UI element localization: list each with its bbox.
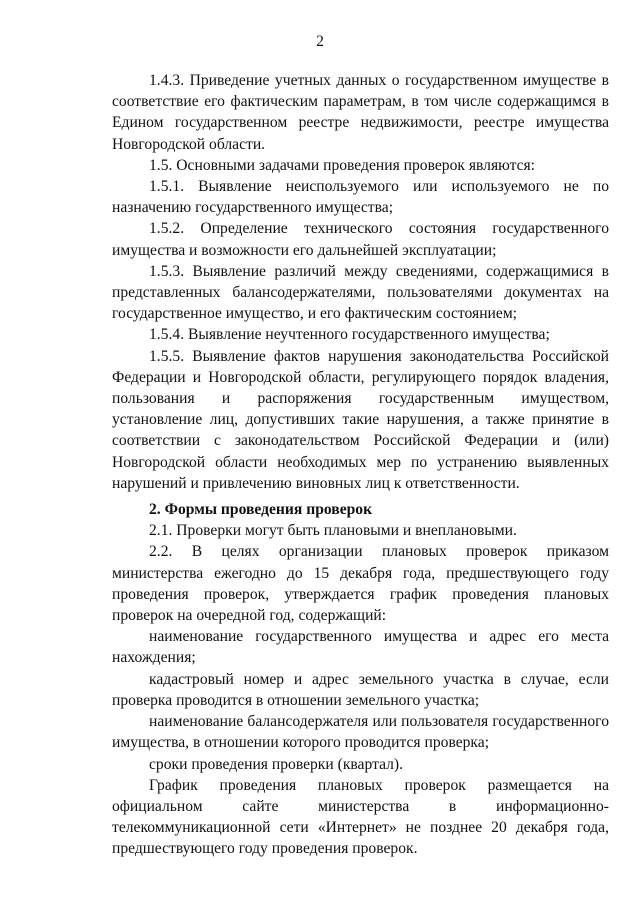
list-item-cadastral-number: кадастровый номер и адрес земельного участка в случае, если проверка проводится в отношении земельного участка; bbox=[112, 670, 609, 709]
list-item-property-name: наименование государственного имущества и адрес его места нахождения; bbox=[112, 628, 609, 667]
paragraph-1-5-4: 1.5.4. Выявление неучтенного государственного имущества; bbox=[149, 326, 550, 344]
section-2-heading: 2. Формы проведения проверок bbox=[149, 501, 373, 519]
paragraph-schedule-publication: График проведения плановых проверок размещается на официальном сайте министерства в информационно-телекоммуникационной сети «Интернет» не позднее 20 декабря года, предшествующего году проведения проверок. bbox=[112, 776, 609, 858]
list-item-holder-name: наименование балансодержателя или пользователя государственного имущества, в отношении которого проводится проверка; bbox=[112, 713, 609, 752]
paragraph-1-5-5: 1.5.5. Выявление фактов нарушения законодательства Российской Федерации и Новгородской области, регулирующего порядок владения, пользования и распоряжения государственным имуществом, установление лиц, допустивших такие нарушения, а также принятие в соответствии с законодательством Российской Федерации и (или) Новгородской области необходимых мер по устранению выявленных нарушений и привлечению виновных лиц к ответственности. bbox=[112, 347, 609, 492]
document-body bbox=[112, 70, 609, 860]
paragraph-1-5-1: 1.5.1. Выявление неиспользуемого или используемого не по назначению государственного имущества; bbox=[112, 178, 609, 217]
paragraph-1-4-3: 1.4.3. Приведение учетных данных о государственном имуществе в соответствие его фактическим параметрам, в том числе содержащимся в Едином государственном реестре недвижимости, реестре имущества Новгородской области. bbox=[112, 72, 609, 153]
paragraph-2-1: 2.1. Проверки могут быть плановыми и внеплановыми. bbox=[149, 522, 517, 540]
paragraph-1-5-2: 1.5.2. Определение технического состояния государственного имущества и возможности его дальнейшей эксплуатации; bbox=[112, 220, 609, 259]
list-item-inspection-period: сроки проведения проверки (квартал). bbox=[149, 755, 403, 773]
paragraph-1-5: 1.5. Основными задачами проведения проверок являются: bbox=[149, 156, 535, 174]
paragraph-1-5-3: 1.5.3. Выявление различий между сведениями, содержащимися в представленных балансодержателями, пользователями документах на государственное имущество, и его фактическим состоянием; bbox=[112, 262, 609, 323]
paragraph-2-2: 2.2. В целях организации плановых проверок приказом министерства ежегодно до 15 декабря года, предшествующего году проведения проверок, утверждается график проведения плановых проверок на очередной год, содержащий: bbox=[112, 543, 609, 625]
page-number: 2 bbox=[316, 33, 324, 50]
